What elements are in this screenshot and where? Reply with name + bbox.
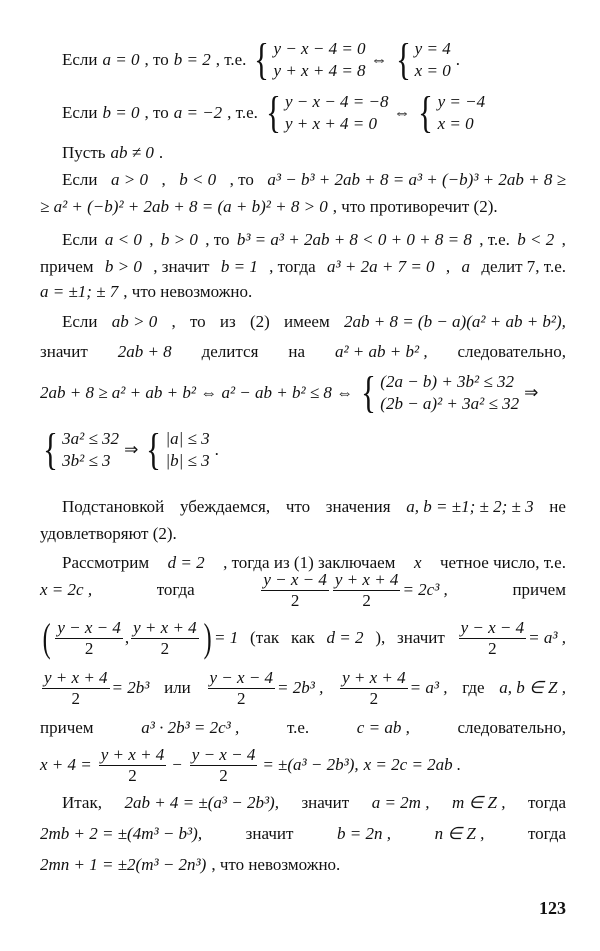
big-parenthesis: ( [42, 615, 51, 660]
fraction [340, 668, 408, 709]
fraction-numerator: y + x + 4 [133, 617, 197, 637]
math-expression: a = −2 [173, 103, 223, 122]
text: следовательно, [457, 718, 566, 737]
fraction-denominator: 2 [219, 765, 228, 785]
math-expression: x = 2c , [40, 580, 93, 599]
formula-group [40, 615, 239, 660]
math-expression: 2ab + 8 [117, 342, 172, 361]
text: , т.е. [215, 50, 247, 69]
system-brace: { [43, 425, 58, 474]
system-brace: { [254, 35, 270, 84]
text: значит [397, 628, 445, 647]
fraction [55, 618, 123, 659]
text: значит [301, 793, 350, 812]
equation-system [143, 425, 210, 474]
text: ), [375, 628, 386, 647]
system-rows [165, 428, 209, 472]
fraction [131, 618, 199, 659]
text: Пусть [62, 143, 106, 162]
system-brace: { [146, 425, 162, 474]
math-expression: = 2b³ , [277, 678, 324, 697]
math-expression: a = 2m , [371, 793, 430, 812]
system-row: y = 4 [414, 39, 451, 58]
text: имеем [284, 312, 330, 331]
math-expression: a, b ∈ Z , [499, 678, 566, 697]
text: Если [62, 170, 98, 189]
math-expression: a < 0 [104, 230, 142, 249]
equation-system [251, 35, 366, 84]
text: Подстановкой [62, 497, 165, 516]
text: четное число, т.е. [439, 553, 566, 572]
text: делится [201, 342, 259, 361]
formula-group [259, 570, 447, 611]
math-expression: = ±(a³ − 2b³), [262, 755, 359, 774]
math-expression: b = 0 [102, 103, 140, 122]
math-expression: b = 2 [173, 50, 211, 69]
system-brace: { [361, 368, 377, 417]
fraction [208, 668, 276, 709]
system-row: |a| ≤ 3 [165, 429, 210, 448]
math-expression: b < 2 [517, 230, 555, 249]
text: , [561, 230, 566, 249]
math-expression: b < 0 [179, 170, 217, 189]
fraction-denominator: 2 [160, 638, 170, 658]
text: значения [325, 497, 391, 516]
fraction-numerator: y + x + 4 [342, 667, 406, 687]
text: , тогда [269, 257, 316, 276]
system-row: |b| ≤ 3 [165, 451, 210, 470]
equation-system [263, 88, 389, 137]
text: на [288, 342, 305, 361]
math-expression: d = 2 [167, 553, 205, 572]
text: , т.е. [479, 230, 510, 249]
text: Если [62, 103, 98, 122]
text: т.е. [286, 718, 310, 737]
math-expression: n ∈ Z , [434, 824, 485, 843]
system-row: y = −4 [437, 92, 486, 111]
math-expression: = 2c³ , [402, 580, 448, 599]
system-row: y − x − 4 = −8 [285, 92, 389, 111]
fraction-denominator: 2 [290, 590, 300, 610]
formula-group [338, 668, 447, 709]
text: Итак, [62, 793, 102, 812]
system-row: (2a − b) + 3b² ≤ 32 [380, 372, 514, 391]
math-expression: ≥ a² + (−b)² + 2ab + 8 = (a + b)² + 8 > 0 [40, 197, 328, 216]
math-expression: a³ · 2b³ = 2c³ , [141, 718, 240, 737]
text: что [285, 497, 311, 516]
fraction-numerator: y − x − 4 [209, 667, 274, 687]
text: тогда [527, 824, 566, 843]
big-parenthesis: ) [203, 615, 212, 660]
fraction-denominator: 2 [488, 638, 497, 658]
math-expression: a, b = ±1; ± 2; ± 3 [406, 497, 534, 516]
math-expression: ab > 0 [111, 312, 158, 331]
text: , [445, 257, 451, 276]
system-rows [274, 38, 366, 82]
text: причем [512, 580, 566, 599]
text: , значит [153, 257, 210, 276]
fraction-denominator: 2 [84, 638, 94, 658]
text: причем [40, 257, 94, 276]
system-brace: { [418, 88, 434, 137]
math-expression: a [461, 257, 470, 276]
math-expression: b > 0 [160, 230, 198, 249]
text: , то [205, 230, 230, 249]
math-expression: x = 2c = 2ab . [363, 755, 462, 774]
math-expression: d = 2 [326, 628, 364, 647]
system-row: y + x + 4 = 0 [285, 114, 378, 133]
math-expression: b³ = a³ + 2ab + 8 < 0 + 0 + 8 = 8 [236, 230, 472, 249]
formula-group [457, 618, 566, 659]
system-row: y − x − 4 = 0 [273, 39, 366, 58]
text: Если [62, 312, 98, 331]
fraction-numerator: y + x + 4 [334, 569, 399, 589]
math-expression: b > 0 [104, 257, 142, 276]
text: тогда [527, 793, 566, 812]
text: следовательно, [457, 342, 566, 361]
system-row: x = 0 [437, 114, 474, 133]
math-expression: a² + ab + b² , [334, 342, 428, 361]
math-expression: 2mn + 1 = ±2(m³ − 2n³) [40, 855, 207, 874]
math-expression: x + 4 = [40, 755, 92, 774]
text: Если [62, 50, 98, 69]
system-rows [415, 38, 451, 82]
text: , [171, 312, 176, 331]
text: значит [40, 342, 88, 361]
page-number: 123 [539, 898, 566, 918]
fraction-denominator: 2 [362, 590, 371, 610]
math-expression: a³ + 2a + 7 = 0 [327, 257, 435, 276]
math-expression: 2mb + 2 = ±(4m³ − b³), [40, 824, 203, 843]
equation-system [393, 35, 451, 84]
system-row: y + x + 4 = 8 [273, 61, 366, 80]
math-expression: − [171, 755, 183, 774]
text: , тогда из (1) заключаем [223, 553, 396, 572]
fraction [459, 618, 527, 659]
text: ⇔ [393, 103, 411, 122]
text: то [189, 312, 206, 331]
fraction [42, 668, 110, 709]
equation-system [40, 425, 120, 474]
text: как [290, 628, 315, 647]
math-expression: = 2b³ [111, 678, 150, 697]
system-rows [380, 371, 519, 415]
system-brace: { [266, 88, 281, 137]
text: где [462, 678, 485, 697]
text: убеждаемся, [180, 497, 271, 516]
fraction-numerator: y + x + 4 [44, 667, 108, 687]
text: значит [245, 824, 294, 843]
text: ⇔ [370, 50, 388, 69]
system-rows [438, 91, 486, 135]
equation-system [415, 88, 486, 137]
system-row: 3a² ≤ 32 [62, 429, 120, 448]
fraction-denominator: 2 [369, 688, 379, 708]
text: ⇒ [124, 440, 139, 459]
math-expression: 2ab + 8 = (b − a)(a² + ab + b²), [343, 312, 566, 331]
text: , [161, 170, 166, 189]
fraction-numerator: y − x − 4 [191, 744, 256, 764]
math-expression: = a³ , [409, 678, 448, 697]
math-expression: m ∈ Z , [451, 793, 506, 812]
fraction-denominator: 2 [71, 688, 81, 708]
math-expression: 2ab + 4 = ±(a³ − 2b³), [124, 793, 279, 812]
math-expression: c = ab , [356, 718, 410, 737]
text: (так [250, 628, 280, 647]
fraction [190, 745, 258, 786]
text: (2) [249, 312, 270, 331]
fraction-denominator: 2 [237, 688, 246, 708]
fraction-numerator: y + x + 4 [100, 744, 165, 764]
math-expression: a = 0 [102, 50, 140, 69]
math-expression: a = ±1; ± 7 [40, 282, 119, 301]
text: , что невозможно. [211, 855, 341, 874]
text: делит 7, т.е. [481, 257, 566, 276]
text: . [214, 440, 219, 459]
math-expression: ab ≠ 0 [110, 143, 154, 162]
text: , то [144, 103, 169, 122]
math-expression: 2ab + 8 ≥ a² + ab + b² ⇔ a² − ab + b² ≤ 8 ⇔ [40, 383, 354, 402]
text: причем [40, 718, 94, 737]
text: тогда [156, 580, 195, 599]
system-row: 3b² ≤ 3 [62, 451, 111, 470]
math-expression: a³ − b³ + 2ab + 8 = a³ + (−b)³ + 2ab + 8 ≥ [267, 170, 566, 189]
system-rows [62, 428, 119, 472]
math-expression: = 1 [214, 628, 239, 647]
text: . [158, 143, 164, 162]
system-row: x = 0 [414, 61, 451, 80]
text: , то [229, 170, 254, 189]
text: не [549, 497, 566, 516]
text: Если [62, 230, 98, 249]
fraction [99, 745, 167, 786]
text: , [124, 628, 130, 647]
system-row: (2b − a)² + 3a² ≤ 32 [380, 394, 520, 413]
math-expression: a > 0 [111, 170, 148, 189]
text: , что противоречит (2). [332, 197, 498, 216]
text: удовлетворяют (2). [40, 524, 177, 543]
text: . [455, 50, 460, 69]
text: ⇒ [524, 383, 539, 402]
math-expression: b = 1 [220, 257, 258, 276]
system-brace: { [395, 35, 411, 84]
fraction-numerator: y − x − 4 [263, 569, 327, 589]
fraction-denominator: 2 [128, 765, 137, 785]
math-expression: x [413, 553, 422, 572]
fraction-numerator: y − x − 4 [57, 617, 121, 637]
text: из [219, 312, 236, 331]
text: , [149, 230, 154, 249]
math-expression: = a³ , [528, 628, 566, 647]
equation-system [358, 368, 520, 417]
fraction [333, 570, 401, 611]
formula-group [206, 668, 324, 709]
text: , что невозможно. [123, 282, 253, 301]
math-expression: b = 2n , [337, 824, 392, 843]
fraction [261, 570, 329, 611]
fraction-numerator: y − x − 4 [460, 617, 525, 637]
text: , т.е. [227, 103, 258, 122]
text: , то [144, 50, 169, 69]
text: Рассмотрим [62, 553, 150, 572]
formula-group [40, 668, 149, 709]
text: или [164, 678, 191, 697]
system-rows [285, 91, 388, 135]
